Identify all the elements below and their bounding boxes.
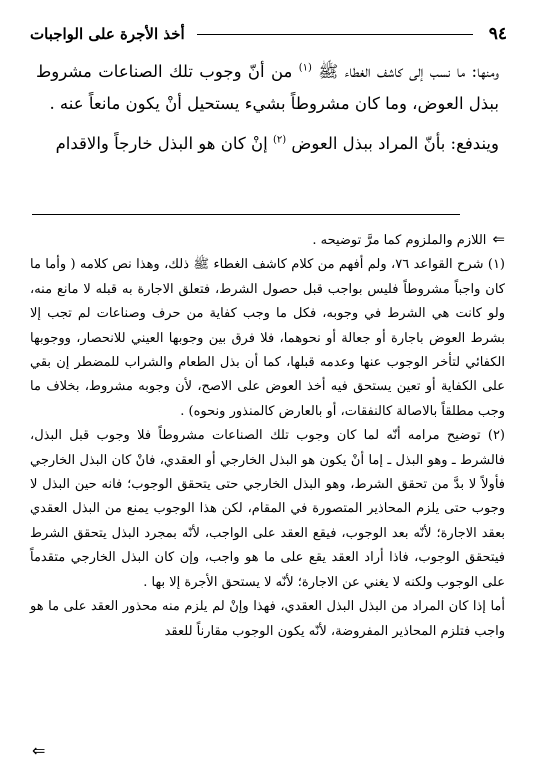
footnotes bbox=[30, 227, 505, 644]
header-rule bbox=[197, 34, 473, 35]
paragraph-1-text-a: ومنها: ما نسب إلى كاشف الغطاء ﷺ bbox=[318, 62, 499, 81]
footnote-1: (١) شرح القواعد ٧٦، ولم أفهم من كلام كاشف الغطاء ﷺ ذلك، وهذا نص كلامه ( وأما ما كان واجباً مشروطاً فليس بواجب قبل حصول الشرط، فتعلق الاجارة به قبله لا مانع منه، ولو كانت هي الشرط في وجوبه، فكل ما وجب كفاية من حرف وصناعات لم تجب إلا بشرط العوض باجارة أو جعالة أو نحوهما، فلا فرق بين وجوبها العيني للانحصار، ووجوبها الكفائي لتأخر الوجوب عنها وعدمه قبلها، كما أن بذل الطعام والشراب للمضطر إن بقي على الكفاية أو تعين يستحق فيه أخذ العوض على الاصح، لأن وجوبه مشروط، بخلاف ما وجب مطلقاً بالاصالة كالنفقات، أو بالعارض كالمنذور ونحوه) . bbox=[30, 257, 505, 419]
running-title: أخذ الأجرة على الواجبات bbox=[30, 25, 185, 43]
left-arrow-icon: ⇐ bbox=[492, 230, 505, 248]
page-number: ٩٤ bbox=[488, 24, 507, 44]
paragraph-2-text-a: ويندفع: بأنّ المراد ببذل العوض bbox=[291, 134, 499, 153]
footnote-ref-2: (٢) bbox=[272, 134, 287, 146]
footnote-carry-over bbox=[30, 227, 505, 253]
footnote-separator bbox=[32, 214, 460, 215]
paragraph-1 bbox=[36, 56, 499, 120]
footnote-2: (٢) توضيح مرامه أنّه لما كان وجوب تلك الصناعات مشروطاً فلا وجوب قبل البذل، فالشرط ـ وهو البذل ـ إما أنْ يكون هو البذل الخارجي أو العقدي، فانْ كان البذل الخارجي فأولاً لا بدَّ من تحقق الشرط، وهو البذل الخارجي حتى يتحقق الوجوب؛ فانه حين البذل لا وجوب حتى يلزم المحاذير المتصورة في المقام، لكن هذا الوجوب يمنع من البذل العقدي بعقد الاجارة؛ لأنّه بعد الوجوب، فيقع العقد على الواجب، لأنّه بمجرد البذل يتحقق الشرط فيتحقق الوجوب، فاذا أراد العقد يقع على ما هو واجب، وإن كان البذل الخارجي متقدماً على الوجوب ولكنه لا يغني عن الاجارة؛ لأنّه لا يستحق الأجرة إلا بها . bbox=[30, 428, 505, 590]
page-header bbox=[30, 20, 507, 48]
footnote-2-continued: أما إذا كان المراد من البذل البذل العقدي، فهذا وإنْ لم يلزم منه محذور العقد على ما هو واجب فتلزم المحاذير المفروضة، لأنّه يكون الوجوب مقارناً للعقد bbox=[30, 599, 505, 639]
main-text bbox=[36, 56, 499, 160]
paragraph-2-text-b: إنْ كان هو البذل خارجاً والاقدام bbox=[55, 134, 268, 153]
paragraph-1-text-b: من أنّ وجوب تلك الصناعات مشروط ببذل العوض، وما كان مشروطاً بشيء يستحيل أنْ يكون مانعاً عنه . bbox=[36, 62, 499, 113]
carry-over-text: اللازم والملزوم كما مرَّ توضيحه . bbox=[312, 233, 487, 248]
left-arrow-icon: ⇐ bbox=[32, 741, 46, 760]
paragraph-2 bbox=[36, 128, 499, 160]
footnote-ref-1: (١) bbox=[298, 62, 312, 74]
